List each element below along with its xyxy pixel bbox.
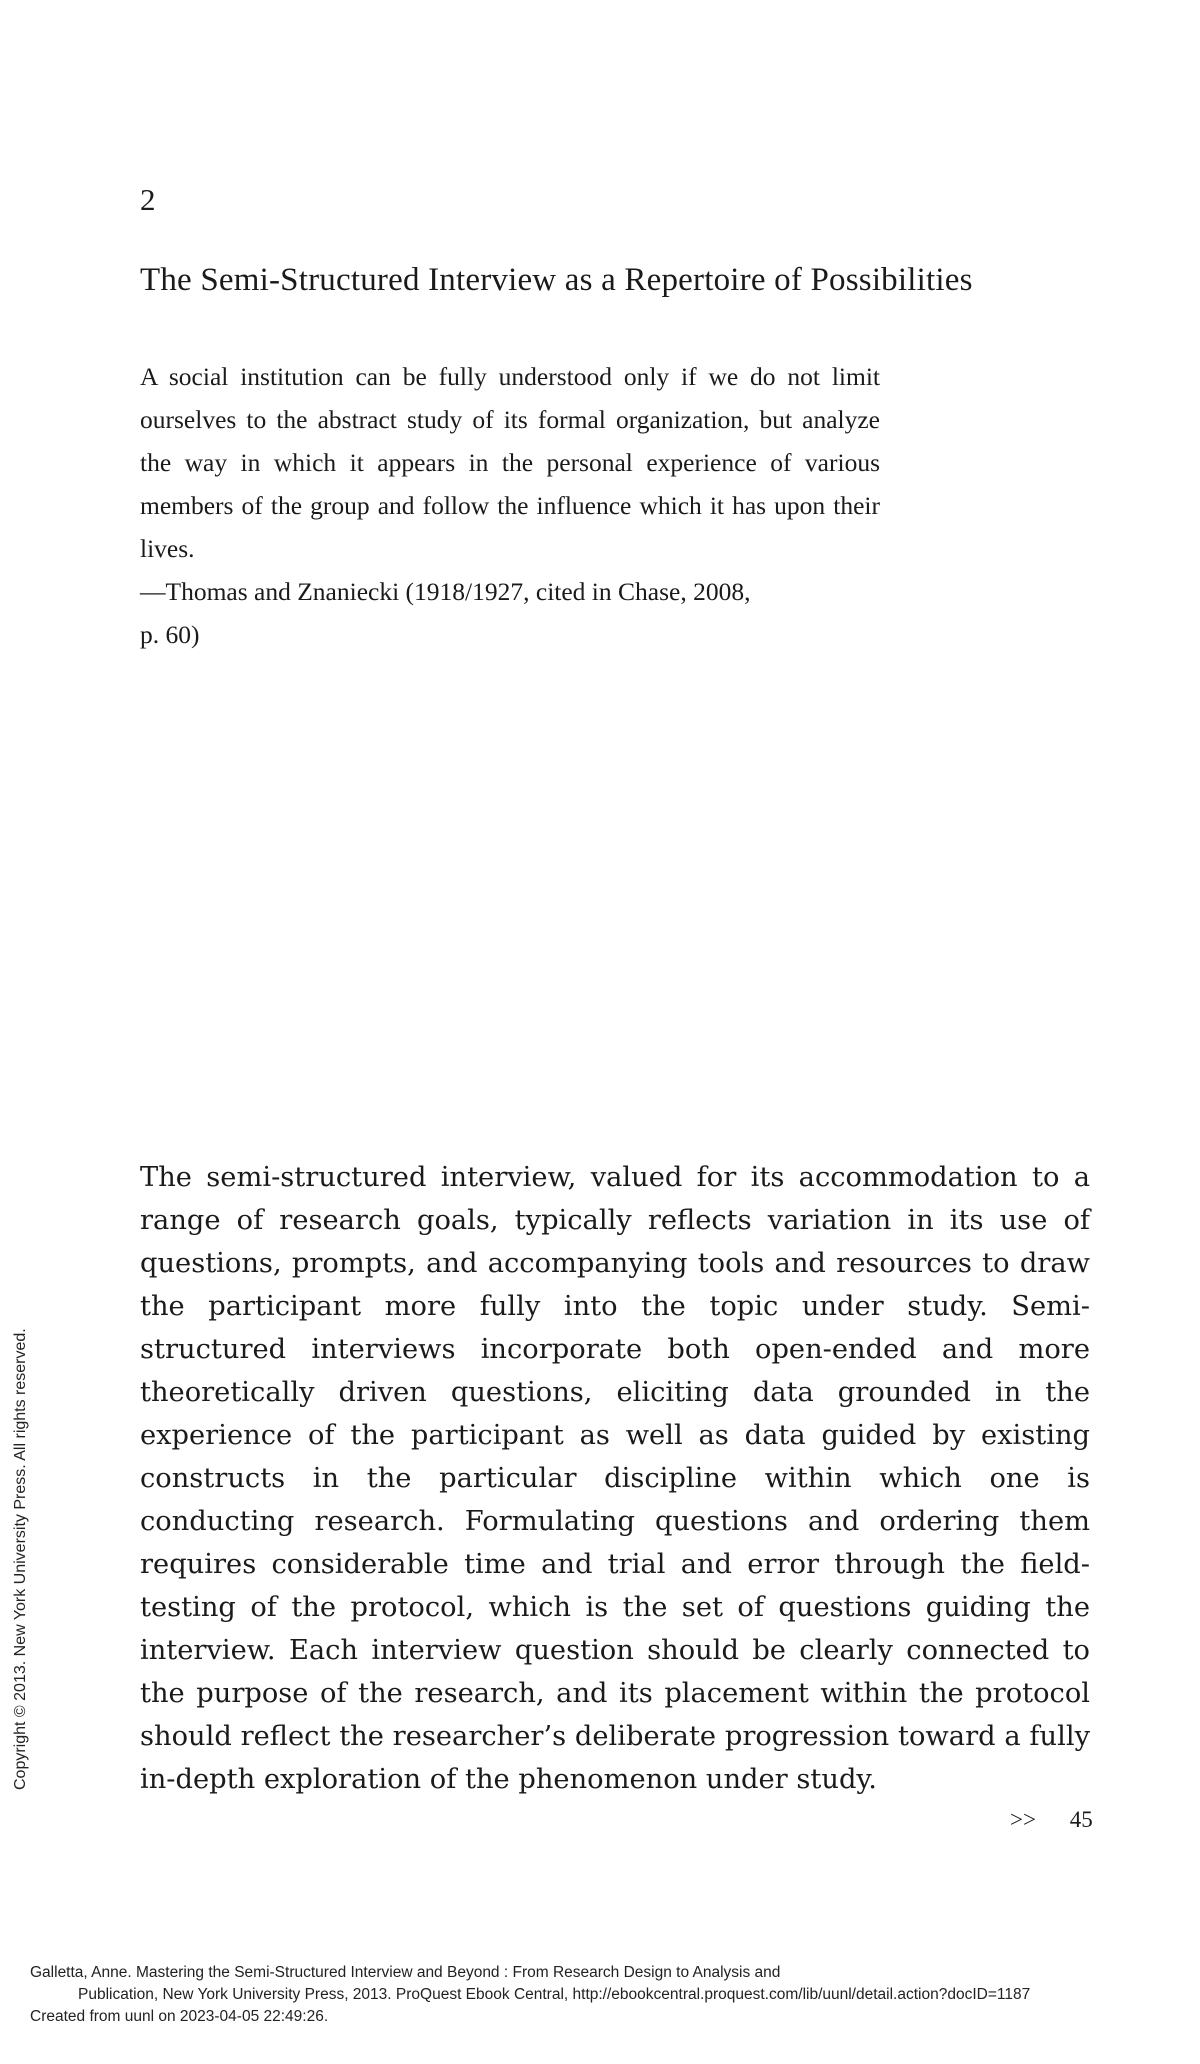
copyright-notice: Copyright © 2013. New York University Press. All rights reserved. — [12, 1328, 29, 1790]
epigraph-attribution-line2: p. 60) — [140, 620, 200, 649]
citation-footer — [30, 1962, 1198, 2028]
citation-line2: Publication, New York University Press, 2013. ProQuest Ebook Central, http://ebookcentral.proquest.com/lib/uunl/detail.action?docID=1187 — [78, 1986, 1031, 2003]
body-paragraph: The semi-structured interview, valued for its accommodation to a range of research goals, typically reflects variation in its use of questions, prompts, and accompanying tools and resources to draw the participant more fully into the topic under study. Semi-structured interviews incorporate both open-ended and more theoretically driven questions, eliciting data grounded in the experience of the participant as well as data guided by existing constructs in the particular discipline within which one is conducting research. Formulating questions and ordering them requires considerable time and trial and error through the field-testing of the protocol, which is the set of questions guiding the interview. Each interview question should be clearly connected to the purpose of the research, and its placement within the protocol should reflect the researcher’s deliberate progression toward a fully in-depth exploration of the phenomenon under study. — [140, 1162, 1090, 1795]
chapter-title: The Semi-Structured Interview as a Repertoire of Possibilities — [140, 262, 973, 298]
chapter-number: 2 — [140, 182, 156, 217]
epigraph — [140, 355, 880, 656]
page-marker-arrows: >> — [1010, 1807, 1036, 1832]
epigraph-quote: A social institution can be fully understood only if we do not limit ourselves to the abstract study of its formal organization, but analyze the way in which it appears in the personal experience of various members of the group and follow the influence which it has upon their lives. — [140, 362, 880, 563]
epigraph-attribution — [140, 570, 880, 656]
epigraph-attribution-line1: —Thomas and Znaniecki (1918/1927, cited in Chase, 2008, — [140, 577, 751, 606]
citation-line3: Created from uunl on 2023-04-05 22:49:26. — [30, 2008, 329, 2025]
page-number: 45 — [1069, 1807, 1093, 1832]
citation-line1: Galletta, Anne. Mastering the Semi-Structured Interview and Beyond : From Research Design to Analysis and — [30, 1964, 781, 1981]
page-footer — [1010, 1807, 1093, 1833]
